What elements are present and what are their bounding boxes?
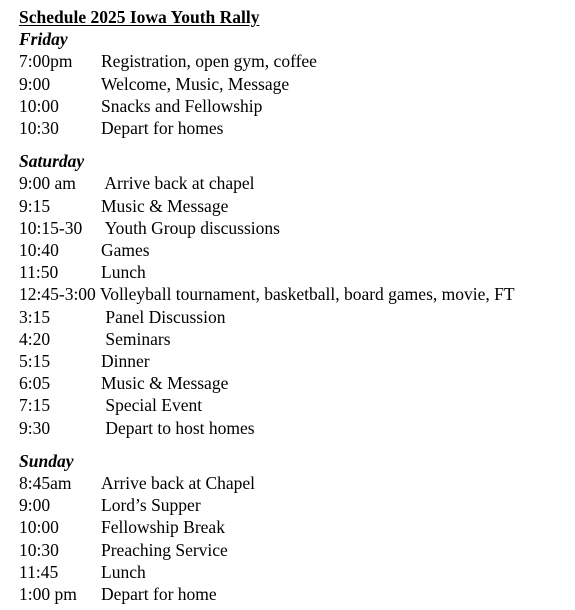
schedule-event: Lunch — [101, 561, 146, 582]
schedule-time: 1:00 pm — [19, 584, 77, 605]
schedule-event: Panel Discussion — [101, 306, 226, 327]
schedule-row — [19, 283, 575, 305]
schedule-row — [19, 239, 575, 261]
schedule-event: Lord’s Supper — [101, 495, 201, 516]
schedule-time: 10:30 — [19, 539, 59, 560]
schedule-row — [19, 494, 575, 516]
schedule-row — [19, 583, 575, 605]
schedule-event: Depart for home — [101, 584, 217, 605]
schedule-row — [19, 306, 575, 328]
day-heading: Saturday — [19, 151, 85, 172]
schedule-time: 8:45am — [19, 473, 72, 494]
schedule-row — [19, 195, 575, 217]
schedule-event: Arrive back at Chapel — [101, 473, 256, 494]
schedule-time: 9:30 — [19, 417, 51, 438]
schedule-time: 5:15 — [19, 351, 51, 372]
schedule-event: Fellowship Break — [101, 517, 225, 538]
schedule-event: Preaching Service — [101, 539, 228, 560]
schedule-time: 11:50 — [19, 262, 59, 283]
schedule-time: 9:00 — [19, 495, 51, 516]
schedule-row — [19, 172, 575, 194]
schedule-event: Welcome, Music, Message — [101, 73, 290, 94]
schedule-row — [19, 539, 575, 561]
schedule-time: 10:15-30 — [19, 217, 83, 238]
schedule-event: Arrive back at chapel — [101, 173, 255, 194]
schedule-row — [19, 350, 575, 372]
schedule-time: 7:15 — [19, 395, 51, 416]
schedule-row — [19, 561, 575, 583]
schedule-row — [19, 516, 575, 538]
schedule-row — [19, 472, 575, 494]
schedule-row — [19, 50, 575, 72]
schedule-time: 6:05 — [19, 373, 51, 394]
day-heading: Friday — [19, 29, 68, 50]
day-section-friday — [19, 28, 575, 139]
schedule-event: Registration, open gym, coffee — [101, 51, 317, 72]
schedule-time: 4:20 — [19, 328, 51, 349]
schedule-time: 10:00 — [19, 517, 59, 538]
schedule-time: 10:40 — [19, 240, 59, 261]
schedule-time: 3:15 — [19, 306, 51, 327]
schedule-event: Youth Group discussions — [101, 217, 280, 238]
day-heading: Sunday — [19, 450, 74, 471]
schedule-event: Depart for homes — [101, 118, 224, 139]
schedule-row — [19, 261, 575, 283]
schedule-time: 10:00 — [19, 95, 59, 116]
day-section-sunday — [19, 450, 575, 605]
schedule-time: 9:00 am — [19, 173, 76, 194]
schedule-row — [19, 417, 575, 439]
schedule-event: Depart to host homes — [101, 417, 255, 438]
schedule-time: 11:45 — [19, 561, 59, 582]
schedule-time: 7:00pm — [19, 51, 73, 72]
schedule-event: Games — [101, 240, 150, 261]
schedule-row — [19, 372, 575, 394]
schedule-row — [19, 73, 575, 95]
schedule-event: Lunch — [101, 262, 146, 283]
schedule-row — [19, 394, 575, 416]
schedule-time: 12:45-3:00 — [19, 284, 96, 305]
schedule-event: Dinner — [101, 351, 150, 372]
day-section-saturday — [19, 150, 575, 439]
schedule-event: Music & Message — [101, 195, 229, 216]
schedule-time: 10:30 — [19, 118, 59, 139]
document-title: Schedule 2025 Iowa Youth Rally — [19, 7, 260, 27]
schedule-time: 9:15 — [19, 195, 51, 216]
schedule-row — [19, 95, 575, 117]
schedule-event: Music & Message — [101, 373, 229, 394]
schedule-row — [19, 217, 575, 239]
schedule-event: Volleyball tournament, basketball, board games, movie, FT — [99, 284, 515, 305]
schedule-event: Special Event — [101, 395, 203, 416]
schedule-event: Snacks and Fellowship — [101, 95, 263, 116]
schedule-event: Seminars — [101, 328, 171, 349]
schedule-row — [19, 328, 575, 350]
schedule-row — [19, 117, 575, 139]
schedule-time: 9:00 — [19, 73, 51, 94]
